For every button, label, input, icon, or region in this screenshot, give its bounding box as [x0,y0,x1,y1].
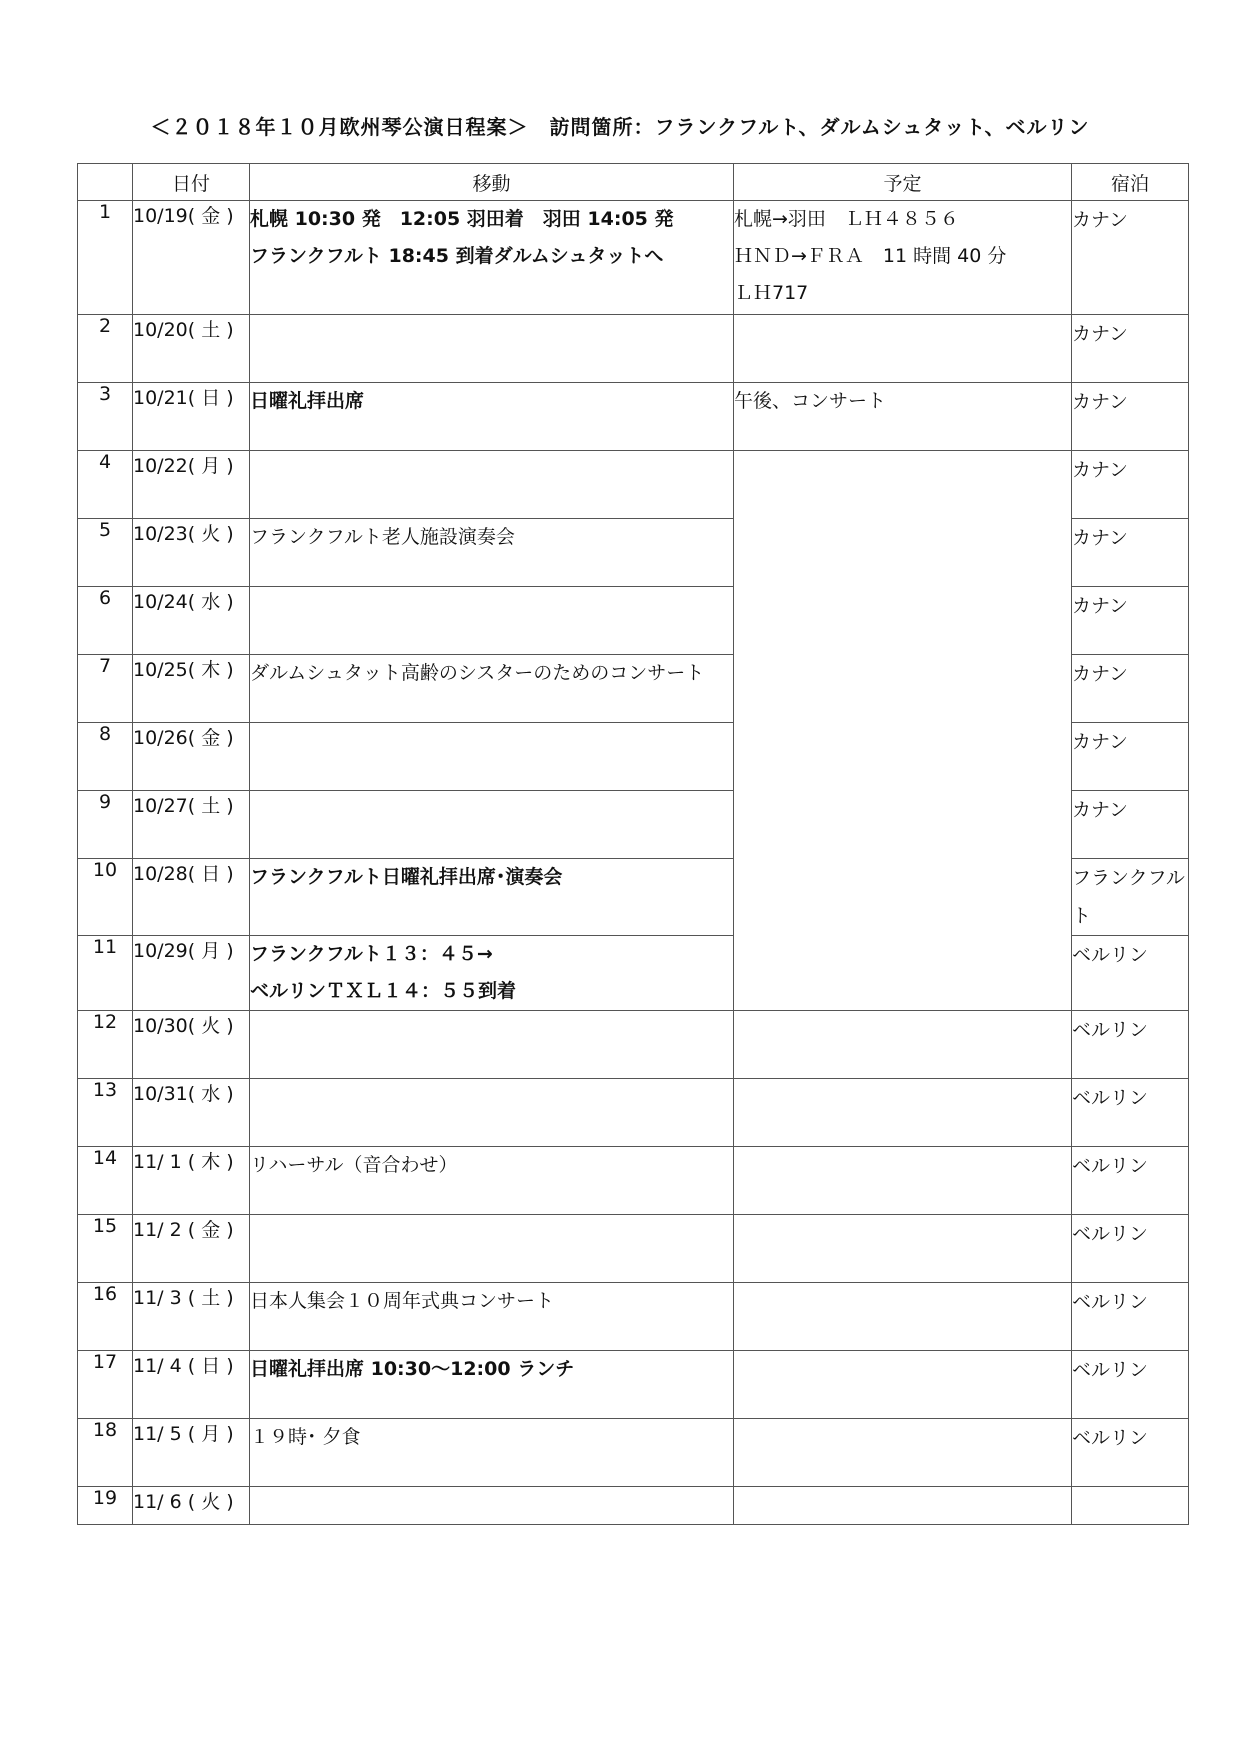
row-plan [734,1147,1072,1215]
row-number: 16 [78,1283,133,1351]
row-date: 10/21( 日 ) [133,383,250,451]
row-stay: ベルリン [1072,1147,1189,1215]
header-move: 移動 [250,164,734,201]
header-date: 日付 [133,164,250,201]
row-date: 10/30( 火 ) [133,1011,250,1079]
row-stay: ベルリン [1072,1079,1189,1147]
row-date: 10/28( 日 ) [133,859,250,936]
table-row [78,1011,1189,1079]
row-date: 10/31( 水 ) [133,1079,250,1147]
row-stay: ベルリン [1072,1011,1189,1079]
row-stay: カナン [1072,655,1189,723]
row-plan: 午後、コンサート [734,383,1072,451]
row-move [250,587,734,655]
row-plan-merged [734,451,1072,1011]
row-number: 5 [78,519,133,587]
row-date: 10/25( 木 ) [133,655,250,723]
row-stay: カナン [1072,315,1189,383]
table-row [78,383,1189,451]
row-date: 10/19( 金 ) [133,201,250,315]
row-move: １９時･ 夕食 [250,1419,734,1487]
row-move [250,1011,734,1079]
row-plan [734,315,1072,383]
row-plan: 札幌→羽田 ＬＨ４８５６ ＨＮＤ→ＦＲＡ 11 時間 40 分 ＬＨ717 [734,201,1072,315]
row-number: 11 [78,936,133,1011]
row-date: 11/ 3 ( 土 ) [133,1283,250,1351]
row-number: 9 [78,791,133,859]
page-title: ＜２０１８年１０月欧州琴公演日程案＞ 訪問箇所：フランクフルト、ダルムシュタット、ベルリン [150,115,1090,139]
row-move: フランクフルト日曜礼拝出席･演奏会 [250,859,734,936]
row-move [250,1215,734,1283]
row-move: ダルムシュタット高齢のシスターのためのコンサート [250,655,734,723]
row-plan [734,1283,1072,1351]
row-date: 10/29( 月 ) [133,936,250,1011]
row-stay: カナン [1072,383,1189,451]
row-date: 10/23( 火 ) [133,519,250,587]
table-header-row [78,164,1189,201]
row-stay: カナン [1072,791,1189,859]
header-number [78,164,133,201]
row-move [250,1079,734,1147]
row-move [250,315,734,383]
table-row [78,1147,1189,1215]
row-plan [734,1351,1072,1419]
table-row [78,315,1189,383]
row-plan [734,1419,1072,1487]
row-stay [1072,1487,1189,1525]
table-row [78,1419,1189,1487]
row-stay: ベルリン [1072,1419,1189,1487]
schedule-body [78,201,1189,1525]
row-stay: カナン [1072,451,1189,519]
row-plan [734,1079,1072,1147]
row-number: 19 [78,1487,133,1525]
row-stay: カナン [1072,201,1189,315]
row-number: 10 [78,859,133,936]
row-move [250,451,734,519]
row-stay: ベルリン [1072,936,1189,1011]
row-stay: ベルリン [1072,1283,1189,1351]
table-row [78,1487,1189,1525]
row-date: 10/26( 金 ) [133,723,250,791]
row-plan [734,1487,1072,1525]
header-stay: 宿泊 [1072,164,1189,201]
row-stay: フランクフルト [1072,859,1189,936]
row-number: 14 [78,1147,133,1215]
table-row [78,1079,1189,1147]
row-move: 日曜礼拝出席 10:30～12:00 ランチ [250,1351,734,1419]
row-date: 10/20( 土 ) [133,315,250,383]
table-row [78,1215,1189,1283]
row-stay: ベルリン [1072,1351,1189,1419]
row-date: 11/ 1 ( 木 ) [133,1147,250,1215]
row-number: 7 [78,655,133,723]
table-row [78,451,1189,519]
row-number: 3 [78,383,133,451]
row-number: 18 [78,1419,133,1487]
row-number: 8 [78,723,133,791]
row-date: 10/27( 土 ) [133,791,250,859]
row-move: 日本人集会１０周年式典コンサート [250,1283,734,1351]
row-number: 12 [78,1011,133,1079]
row-move: 日曜礼拝出席 [250,383,734,451]
table-row [78,1351,1189,1419]
row-number: 17 [78,1351,133,1419]
row-date: 11/ 5 ( 月 ) [133,1419,250,1487]
row-number: 13 [78,1079,133,1147]
row-number: 1 [78,201,133,315]
row-plan [734,1011,1072,1079]
row-stay: ベルリン [1072,1215,1189,1283]
row-number: 4 [78,451,133,519]
row-date: 11/ 2 ( 金 ) [133,1215,250,1283]
row-plan [734,1215,1072,1283]
row-move [250,791,734,859]
row-date: 11/ 4 ( 日 ) [133,1351,250,1419]
row-move [250,723,734,791]
header-plan: 予定 [734,164,1072,201]
row-move [250,1487,734,1525]
row-move: フランクフルト１３：４５→ ベルリンＴＸＬ１４：５５到着 [250,936,734,1011]
row-number: 6 [78,587,133,655]
row-date: 11/ 6 ( 火 ) [133,1487,250,1525]
table-row [78,1283,1189,1351]
row-number: 2 [78,315,133,383]
row-number: 15 [78,1215,133,1283]
row-stay: カナン [1072,587,1189,655]
row-move: フランクフルト老人施設演奏会 [250,519,734,587]
row-stay: カナン [1072,723,1189,791]
row-move: 札幌 10:30 発 12:05 羽田着 羽田 14:05 発 フランクフルト 18:45 到着ダルムシュタットへ [250,201,734,315]
row-date: 10/24( 水 ) [133,587,250,655]
row-stay: カナン [1072,519,1189,587]
row-date: 10/22( 月 ) [133,451,250,519]
schedule-table [77,163,1189,1525]
row-move: リハーサル（音合わせ） [250,1147,734,1215]
table-row [78,201,1189,315]
